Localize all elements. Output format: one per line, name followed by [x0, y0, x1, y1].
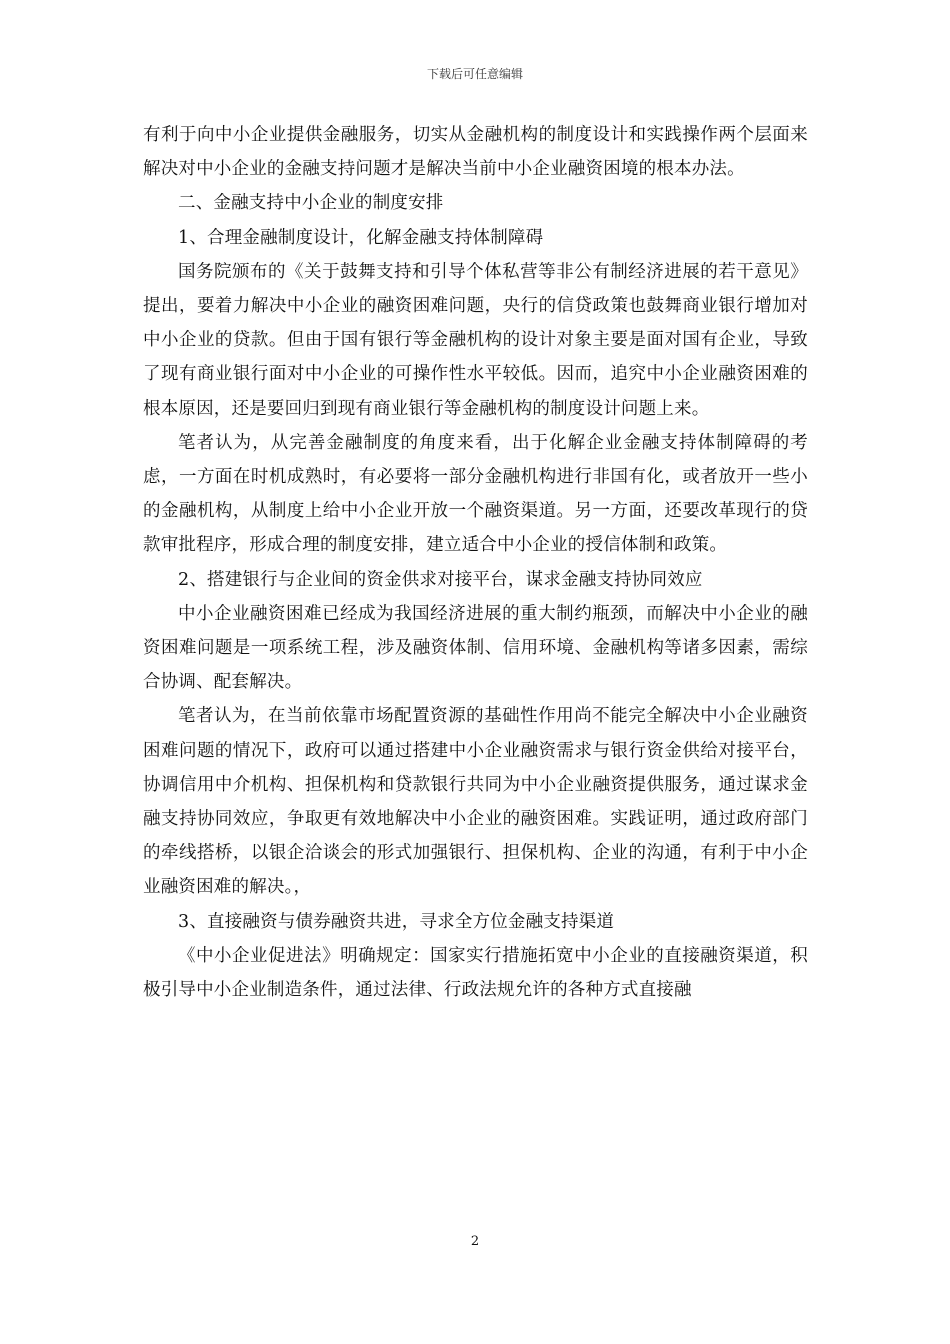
subsection-heading-3: 3、直接融资与债券融资共进，寻求全方位金融支持渠道: [178, 911, 615, 932]
page-header: 下载后可任意编辑: [426, 67, 523, 81]
subsection-heading-1: 1、合理金融制度设计，化解金融支持体制障碍: [178, 227, 544, 248]
paragraph: 《中小企业促进法》明确规定：国家实行措施拓宽中小企业的直接融资渠道，积极引导中小企业制造条件，通过法律、行政法规允许的各种方式直接融: [143, 945, 808, 1001]
paragraph: 中小企业融资困难已经成为我国经济进展的重大制约瓶颈，而解决中小企业的融资困难问题是一项系统工程，涉及融资体制、信用环境、金融机构等诸多因素，需综合协调、配套解决。: [143, 603, 808, 693]
page-number: 2: [470, 1234, 480, 1249]
paragraph-continuation: 有利于向中小企业提供金融服务，切实从金融机构的制度设计和实践操作两个层面来解决对中小企业的金融支持问题才是解决当前中小企业融资困境的根本办法。: [143, 125, 808, 180]
paragraph: 笔者认为，在当前依靠市场配置资源的基础性作用尚不能完全解决中小企业融资困难问题的情况下，政府可以通过搭建中小企业融资需求与银行资金供给对接平台，协调信用中介机构、担保机构和贷款银行共同为中小企业融资提供服务，通过谋求金融支持协同效应，争取更有效地解决中小企业的融资困难。实践证明，通过政府部门的牵线搭桥，以银企洽谈会的形式加强银行、担保机构、企业的沟通，有利于中小企业融资困难的解决。，: [143, 706, 808, 898]
paragraph: 笔者认为，从完善金融制度的角度来看，出于化解企业金融支持体制障碍的考虑，一方面在时机成熟时，有必要将一部分金融机构进行非国有化，或者放开一些小的金融机构，从制度上给中小企业开放一个融资渠道。另一方面，还要改革现行的贷款审批程序，形成合理的制度安排，建立适合中小企业的授信体制和政策。: [143, 432, 808, 556]
subsection-heading-2: 2、搭建银行与企业间的资金供求对接平台，谋求金融支持协同效应: [178, 569, 703, 590]
paragraph: 国务院颁布的《关于鼓舞支持和引导个体私营等非公有制经济进展的若干意见》提出，要着力解决中小企业的融资困难问题，央行的信贷政策也鼓舞商业银行增加对中小企业的贷款。但由于国有银行等金融机构的设计对象主要是面对国有企业，导致了现有商业银行面对中小企业的可操作性水平较低。因而，追究中小企业融资困难的根本原因，还是要回归到现有商业银行等金融机构的制度设计问题上来。: [143, 261, 808, 419]
section-heading: 二、金融支持中小企业的制度安排: [178, 193, 444, 214]
document-body: [143, 118, 808, 1007]
